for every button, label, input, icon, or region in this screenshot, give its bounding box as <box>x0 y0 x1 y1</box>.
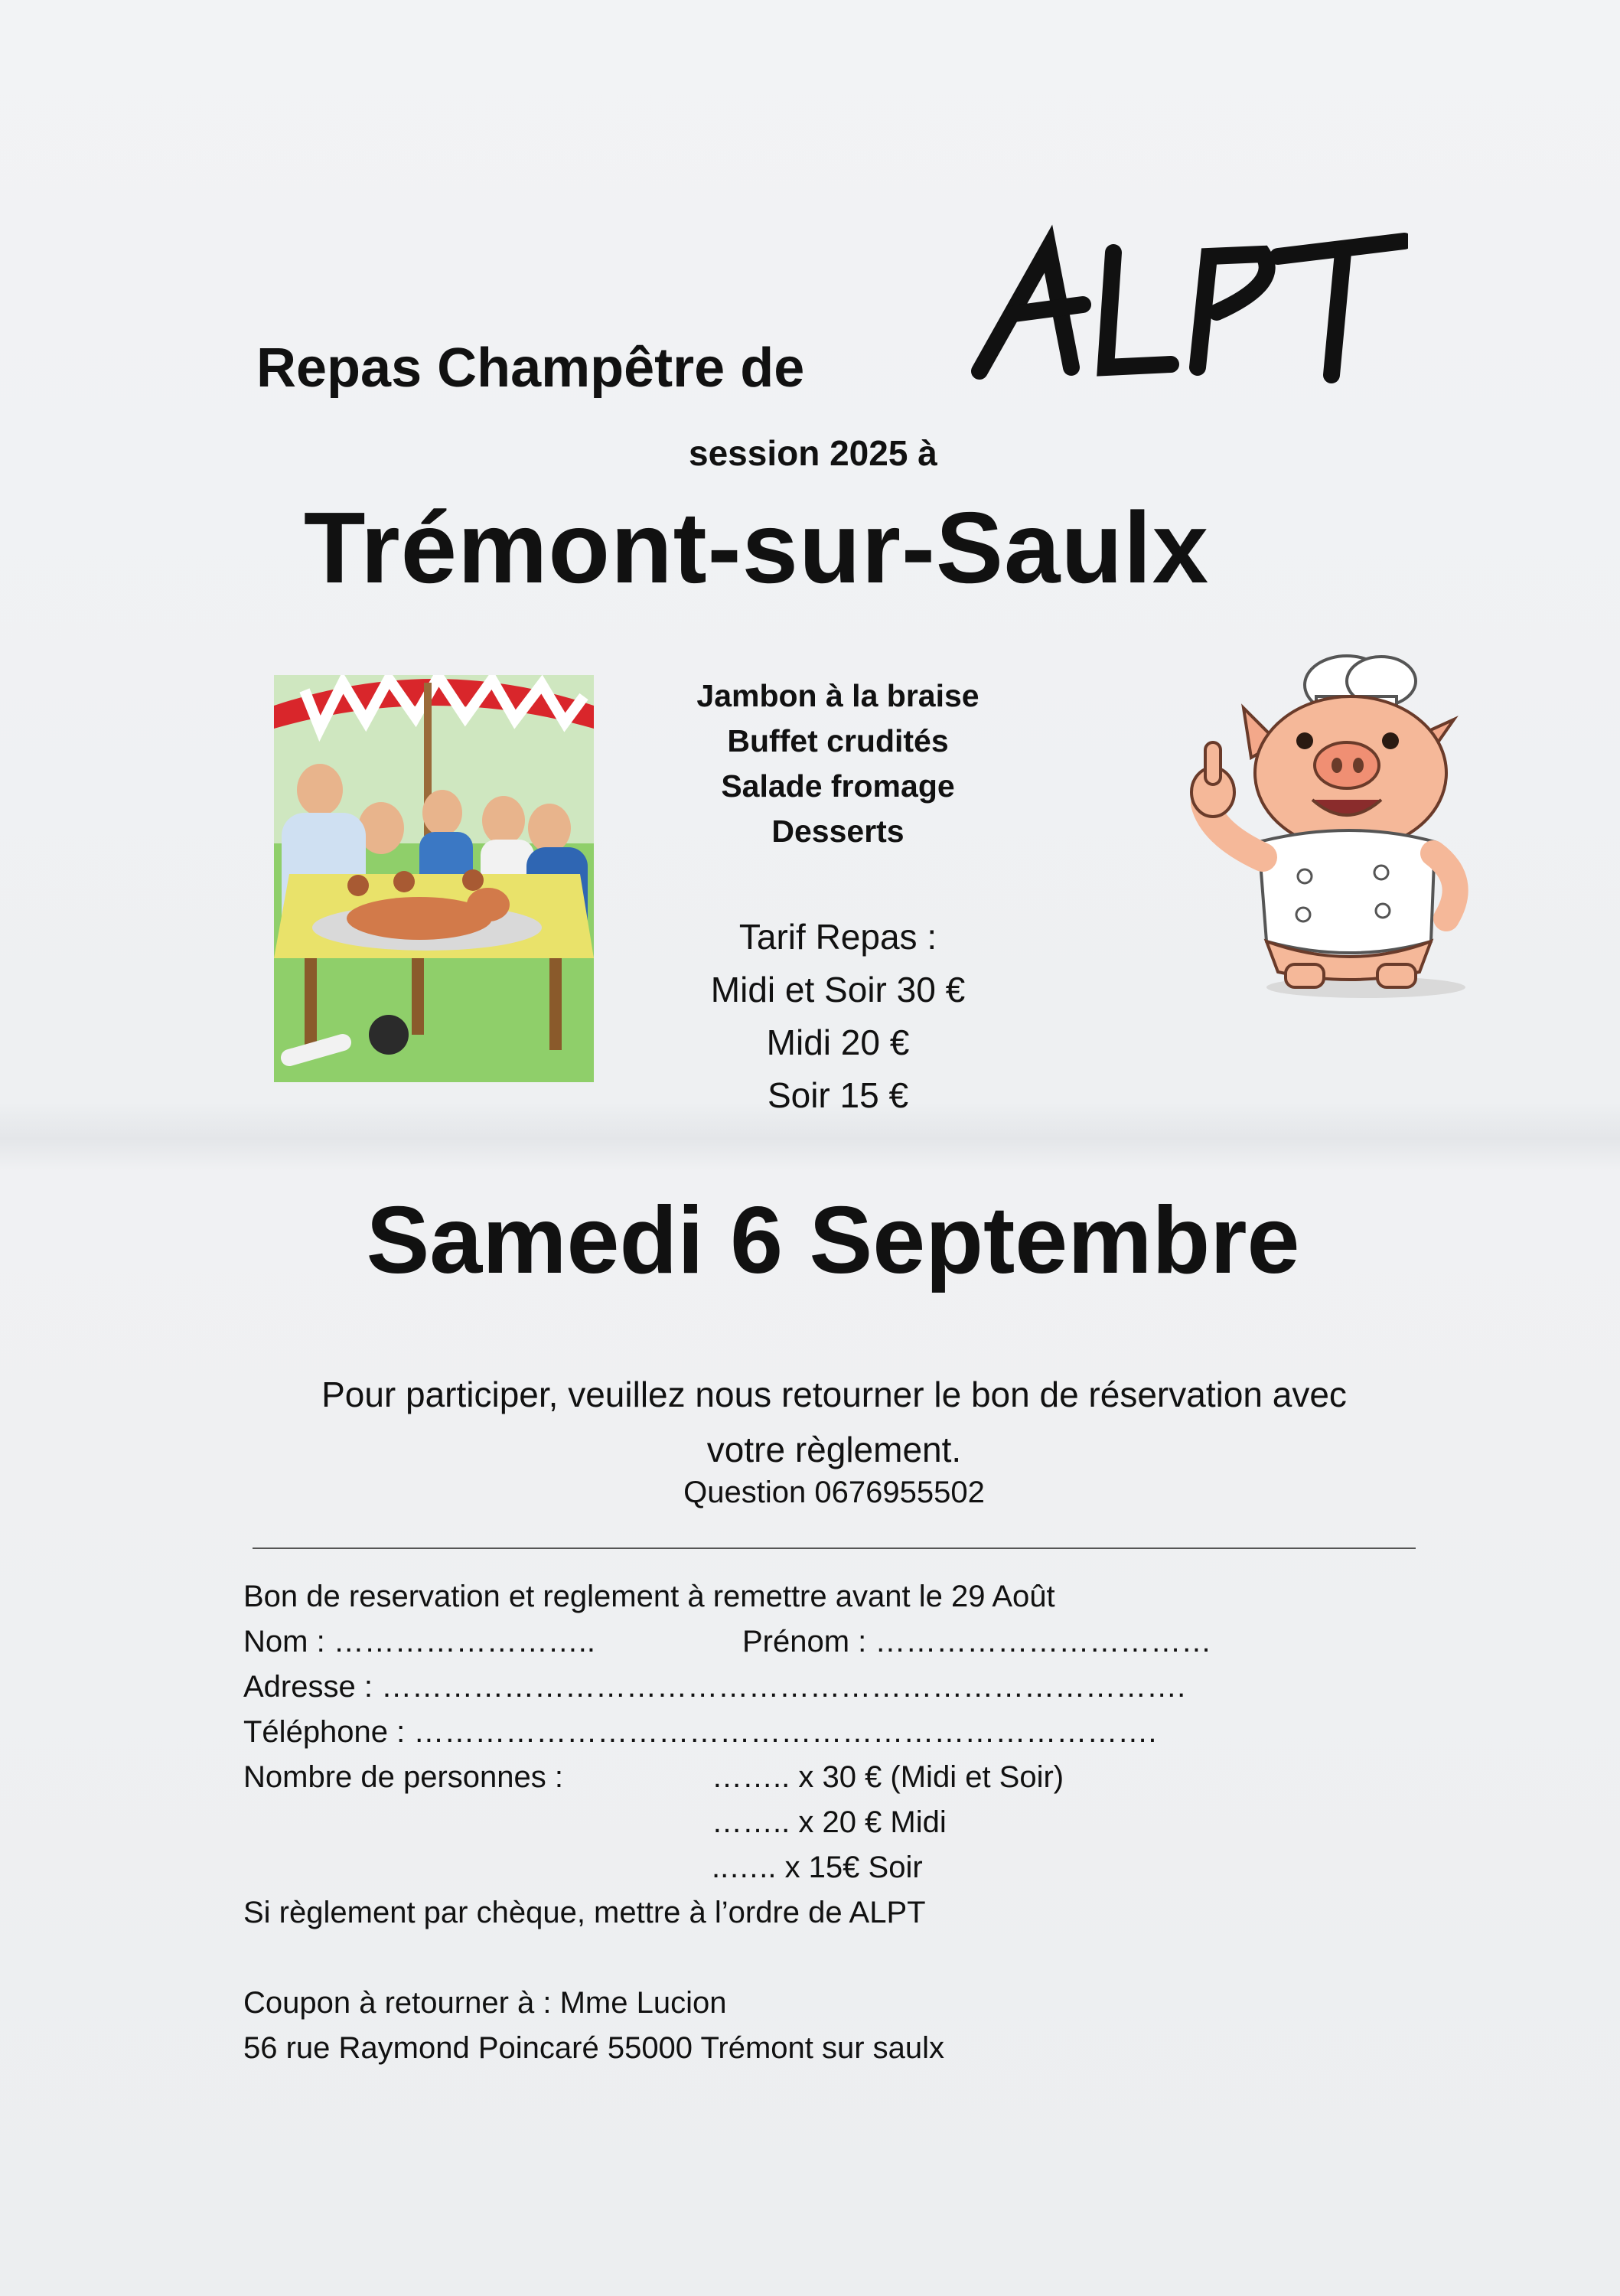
cut-line <box>253 1548 1416 1549</box>
price-line: Midi 20 € <box>766 1022 910 1062</box>
menu-list <box>612 673 1064 854</box>
coupon-recipient: Coupon à retourner à : Mme Lucion <box>243 1986 727 2020</box>
form-row-option <box>243 1845 1185 1890</box>
instructions-line: Pour participer, veuillez nous retourner le bon de réservation avec <box>321 1375 1347 1414</box>
price-line: Soir 15 € <box>767 1075 909 1115</box>
town-title <box>0 490 1620 605</box>
spacer <box>243 1936 1185 1981</box>
instructions-line: votre règlement. <box>706 1430 962 1469</box>
town-name: Trémont-sur-Saulx <box>303 491 1210 604</box>
alpt-logo <box>957 222 1408 390</box>
event-title: Repas Champêtre de <box>256 338 805 399</box>
cheque-note: Si règlement par chèque, mettre à l’ordre de ALPT <box>243 1896 926 1929</box>
option-midi[interactable]: …….. x 20 € Midi <box>712 1805 947 1839</box>
menu-item: Buffet crudités <box>727 723 949 758</box>
question-phone: Question 0676955502 <box>683 1476 985 1509</box>
form-row-name <box>243 1619 1212 1665</box>
form-row-persons <box>243 1755 1185 1800</box>
prenom-field[interactable]: Prénom : …………………………… <box>742 1625 1212 1658</box>
price-title: Tarif Repas : <box>738 917 937 957</box>
event-date <box>0 1186 1620 1295</box>
menu-item: Desserts <box>771 814 905 849</box>
menu-item: Jambon à la braise <box>696 678 979 713</box>
price-line: Midi et Soir 30 € <box>710 970 966 1009</box>
option-soir[interactable]: ..….. x 15€ Soir <box>712 1851 923 1884</box>
adresse-field[interactable]: Adresse : ……………………………………………………………………. <box>243 1670 1186 1704</box>
menu-item: Salade fromage <box>721 768 955 804</box>
telephone-field[interactable]: Téléphone : ………………………………………………………………. <box>243 1715 1157 1749</box>
option-midi-soir[interactable]: …….. x 30 € (Midi et Soir) <box>712 1760 1064 1794</box>
form-heading: Bon de reservation et reglement à remettre avant le 29 Août <box>243 1580 1055 1613</box>
picnic-illustration <box>274 675 594 1082</box>
price-list <box>612 911 1064 1122</box>
chef-pig-illustration <box>1190 651 1485 1003</box>
persons-label: Nombre de personnes : <box>243 1760 564 1794</box>
participation-instructions <box>191 1367 1477 1477</box>
reservation-form <box>243 1574 1212 2071</box>
coupon-address: 56 rue Raymond Poincaré 55000 Trémont sur saulx <box>243 2031 945 2065</box>
event-date-text: Samedi 6 Septembre <box>366 1188 1300 1293</box>
session-text: session 2025 à <box>689 433 937 473</box>
nom-field[interactable]: Nom : …………………….. <box>243 1625 596 1658</box>
form-row-option <box>243 1800 1185 1845</box>
